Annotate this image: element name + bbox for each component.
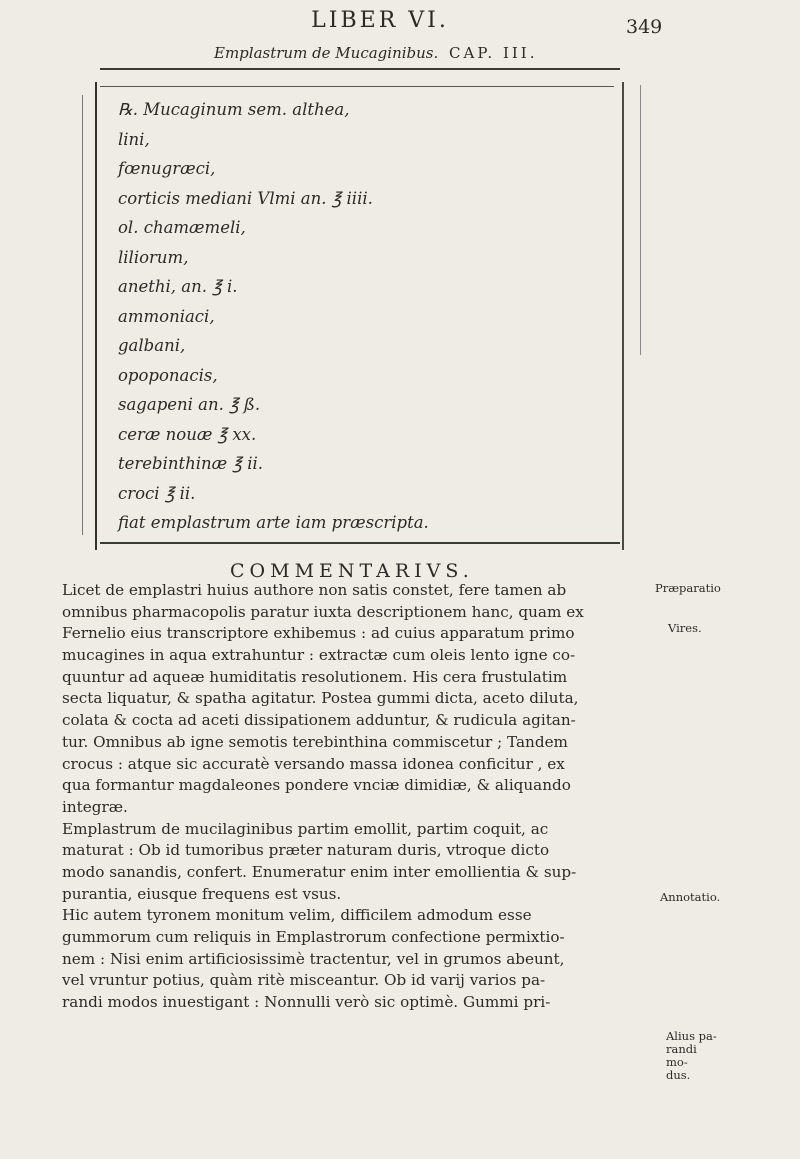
page-number: 349 xyxy=(626,16,663,38)
text-line: purantia, eiusque frequens est vsus. xyxy=(62,884,342,903)
frame-bar-left xyxy=(82,95,83,535)
text-line: secta liquatur, & spatha agitatur. Postea gummi dicta, aceto diluta, xyxy=(62,689,579,708)
text-line: qua formantur magdaleones pondere vnciæ dimidiæ, & aliquando xyxy=(62,776,571,795)
frame-bar-right xyxy=(640,85,641,355)
text-line: omnibus pharmacopolis paratur iuxta descriptionem hanc, quam ex xyxy=(62,602,584,621)
text-line: Hic autem tyronem monitum velim, difficilem admodum esse xyxy=(62,906,532,925)
text-line: mucagines in aqua extrahuntur : extractæ cum oleis lento igne co- xyxy=(62,646,576,665)
recipe-line: lini, xyxy=(118,129,150,149)
recipe-line: sagapeni an. ℥ ß. xyxy=(118,395,261,414)
text-line: randi modos inuestigant : Nonnulli verò sic optimè. Gummi pri- xyxy=(62,993,551,1012)
recipe-line: liliorum, xyxy=(118,247,189,267)
text-line: Emplastrum de mucilaginibus partim emollit, partim coquit, ac xyxy=(62,819,549,838)
text-line: maturat : Ob id tumoribus præter naturam duris, vtroque dicto xyxy=(62,841,550,860)
recipe-line: corticis mediani Vlmi an. ℥ iiii. xyxy=(118,188,373,208)
recipe-line: fiat emplastrum arte iam præscripta. xyxy=(118,513,429,532)
margin-note-line: Alius pa- xyxy=(666,1029,717,1043)
commentary-body xyxy=(62,580,652,1014)
chapter-label: CAP. III. xyxy=(449,44,538,62)
text-line: crocus : atque sic accuratè versando massa idonea conficitur , ex xyxy=(62,754,565,773)
commentary-heading: COMMENTARIVS. xyxy=(230,560,474,582)
text-line: modo sanandis, confert. Enumeratur enim inter emollientia & sup- xyxy=(62,862,577,881)
text-line: Licet de emplastri huius authore non satis constet, fere tamen ab xyxy=(62,581,567,599)
frame-rule-bottom xyxy=(100,542,620,544)
margin-note-alius xyxy=(666,1030,722,1082)
recipe-line: terebinthinæ ℥ ii. xyxy=(118,454,264,473)
recipe-line: croci ℥ ii. xyxy=(118,483,196,503)
recipe-line: ol. chamæmeli, xyxy=(118,218,246,237)
recipe-line: opoponacis, xyxy=(118,365,218,385)
running-title: LIBER VI. xyxy=(311,8,449,33)
margin-note-preparatio: Præparatio xyxy=(655,581,721,595)
text-line: quuntur ad aqueæ humiditatis resolutionem. His cera frustulatim xyxy=(62,667,568,686)
recipe-line: ammoniaci, xyxy=(118,306,215,326)
text-line: Fernelio eius transcriptore exhibemus : ad cuius apparatum primo xyxy=(62,624,575,643)
text-line: gummorum cum reliquis in Emplastrorum confectione permixtio- xyxy=(62,928,565,946)
text-line: nem : Nisi enim artificiosissimè tractentur, vel in grumos abeunt, xyxy=(62,949,565,968)
margin-note-vires: Vires. xyxy=(668,621,702,635)
text-line: vel vruntur potius, quàm ritè misceantur. Ob id varij varios pa- xyxy=(62,971,546,990)
recipe-line: anethi, an. ℥ i. xyxy=(118,277,238,296)
commentary-paragraph-2 xyxy=(62,819,652,906)
recipe-line: ℞. Mucaginum sem. althea, xyxy=(118,100,350,119)
recipe-line: ceræ nouæ ℥ xx. xyxy=(118,424,257,444)
frame-rule-top xyxy=(100,86,614,87)
recipe-line: galbani, xyxy=(118,336,186,355)
margin-note-annotatio: Annotatio. xyxy=(660,890,721,904)
subtitle-text: Emplastrum de Mucaginibus. xyxy=(214,44,439,62)
section-subtitle xyxy=(214,44,538,62)
recipe-line: fœnugræci, xyxy=(118,159,216,178)
recipe-list xyxy=(118,95,429,538)
text-line: integræ. xyxy=(62,797,128,816)
margin-note-line: dus. xyxy=(666,1068,691,1082)
margin-note-line: randi mo- xyxy=(666,1042,697,1069)
text-line: tur. Omnibus ab igne semotis terebinthina commiscetur ; Tandem xyxy=(62,732,568,751)
header-rule xyxy=(100,68,620,70)
text-line: colata & cocta ad aceti dissipationem adduntur, & rudicula agitan- xyxy=(62,711,576,730)
commentary-paragraph-3 xyxy=(62,905,652,1013)
commentary-paragraph-1 xyxy=(62,580,652,819)
